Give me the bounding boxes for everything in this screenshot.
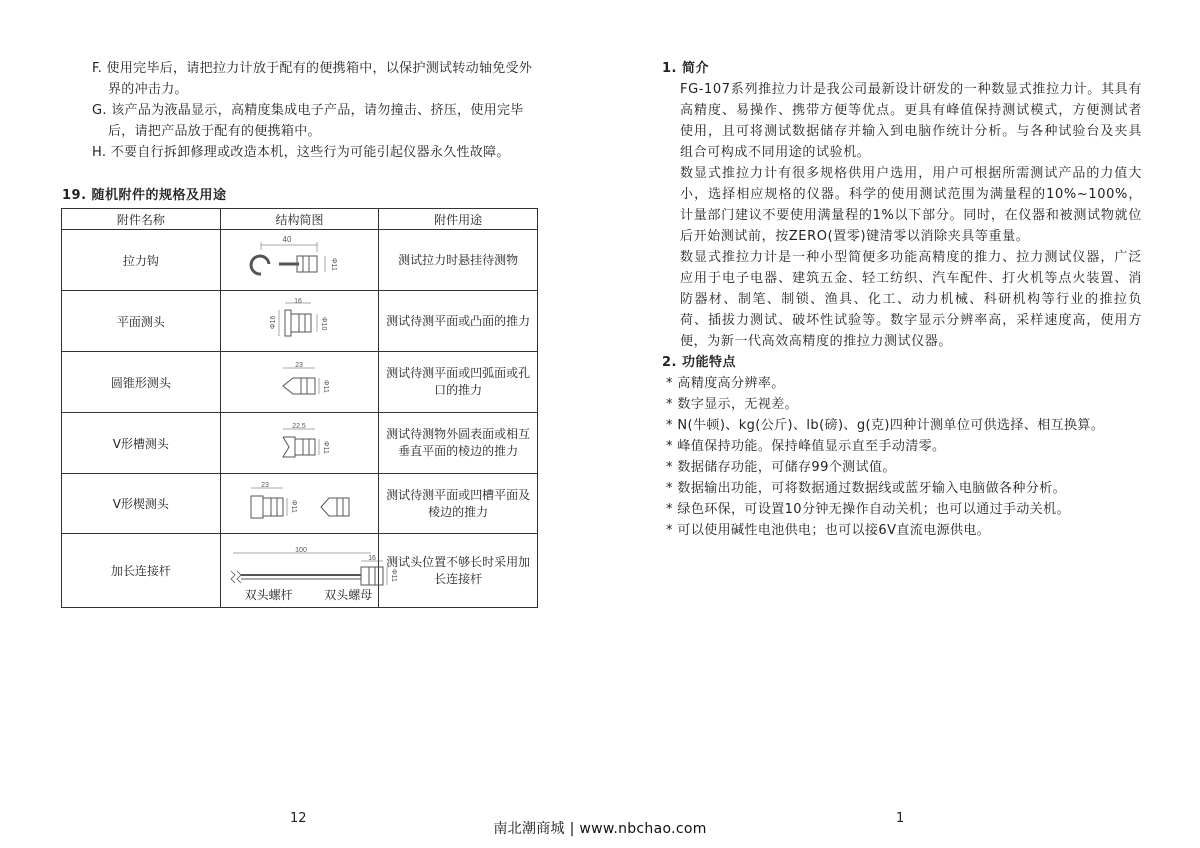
intro-paragraph: 数显式推拉力计是一种小型简便多功能高精度的推力、拉力测试仪器，广泛应用于电子电器、建筑五金、轻工纺织、汽车配件、打火机等点火装置、消防器材、制笔、制锁、渔具、化工、动力机械、科研机构等行业的推拉负荷、插拔力测试、破坏性试验等。数字显示分辨率高，采样速度高，使用方便，为新一代高效高精度的推拉力测试仪器。 xyxy=(680,250,1142,349)
dim-label: Φ11 xyxy=(389,568,397,582)
accessories-table xyxy=(61,208,538,608)
feature-item: * N(牛顿)、kg(公斤)、lb(磅)、g(克)四种计测单位可供选择、相互换算。 xyxy=(666,418,1105,433)
dim-label: Φ11 xyxy=(290,499,298,513)
dim-label: 23 xyxy=(295,362,304,369)
dim-label: Φ11 xyxy=(330,258,338,271)
dim-label: 16 xyxy=(367,554,376,562)
dim-label: 16 xyxy=(294,298,303,305)
note-item: G. 该产品为液晶显示，高精度集成电子产品，请勿撞击、挤压，使用完毕后，请把产品放于配有的便携箱中。 xyxy=(92,103,524,139)
dim-label: Φ11 xyxy=(322,380,330,393)
accessory-name: V形楔测头 xyxy=(62,474,221,534)
intro-title: 1. 简介 xyxy=(662,61,710,76)
feature-item: * 数据储存功能，可储存99个测试值。 xyxy=(666,460,896,475)
accessory-name: V形槽测头 xyxy=(62,413,221,474)
flat-head-drawing xyxy=(249,295,349,347)
table-row xyxy=(62,413,538,474)
table-row xyxy=(62,230,538,291)
feature-item: * 数据输出功能，可将数据通过数据线或蓝牙输入电脑做各种分析。 xyxy=(666,481,1067,496)
dim-label: Φ10 xyxy=(320,317,328,331)
accessory-use: 测试待测物外圆表面或相互垂直平面的棱边的推力 xyxy=(379,413,538,474)
right-content xyxy=(662,58,1142,541)
rod-label-right: 双头螺母 xyxy=(324,588,373,602)
v-groove-drawing xyxy=(249,417,349,469)
notes-list xyxy=(92,58,542,163)
feature-item: * 可以使用碱性电池供电；也可以接6V直流电源供电。 xyxy=(666,523,991,538)
feature-item: * 高精度高分辨率。 xyxy=(666,376,785,391)
accessory-use: 测试拉力时悬挂待测物 xyxy=(379,230,538,291)
rod-label-left: 双头螺杆 xyxy=(244,588,293,602)
hook-diagram xyxy=(220,230,379,291)
dim-label: Φ11 xyxy=(322,441,330,454)
intro-paragraph: 数显式推拉力计有很多规格供用户选用，用户可根据所需测试产品的力值大小，选择相应规格的仪器。科学的使用测试范围为满量程的10%~100%，计量部门建议不要使用满量程的1%以下部分。同时，在仪器和被测试物就位后开始测试前，按ZERO(置零)键清零以消除夹具等重量。 xyxy=(680,166,1142,244)
note-item: F. 使用完毕后，请把拉力计放于配有的便携箱中，以保护测试转动轴免受外界的冲击力。 xyxy=(92,61,533,97)
flat-head-diagram xyxy=(220,291,379,352)
v-groove-diagram xyxy=(220,413,379,474)
accessory-name: 平面测头 xyxy=(62,291,221,352)
page-number: 12 xyxy=(290,811,307,826)
v-wedge-drawing xyxy=(229,478,369,530)
table-header-diagram: 结构简图 xyxy=(220,209,379,230)
accessory-use: 测试待测平面或凹槽平面及棱边的推力 xyxy=(379,474,538,534)
dim-label: 22.5 xyxy=(292,423,307,430)
feature-item: * 绿色环保，可设置10分钟无操作自动关机；也可以通过手动关机。 xyxy=(666,502,1070,517)
intro-paragraph: FG-107系列推拉力计是我公司最新设计研发的一种数显式推拉力计。其具有高精度、易操作、携带方便等优点。更具有峰值保持测试模式，方便测试者使用，且可将测试数据储存并输入到电脑作统计分析。与各种试验台及夹具组合可构成不同用途的试验机。 xyxy=(680,82,1142,160)
accessory-name: 拉力钩 xyxy=(62,230,221,291)
cone-head-drawing xyxy=(249,356,349,408)
section-title: 19. 随机附件的规格及用途 xyxy=(62,188,227,203)
dim-label: 40 xyxy=(283,235,292,244)
table-row xyxy=(62,291,538,352)
accessory-name: 圆锥形测头 xyxy=(62,352,221,413)
accessory-use: 测试头位置不够长时采用加长连接杆 xyxy=(379,534,538,608)
accessory-use: 测试待测平面或凹弧面或孔口的推力 xyxy=(379,352,538,413)
table-header-name: 附件名称 xyxy=(62,209,221,230)
table-row xyxy=(62,352,538,413)
accessory-use: 测试待测平面或凸面的推力 xyxy=(379,291,538,352)
dim-label: 100 xyxy=(294,546,307,554)
feature-item: * 数字显示，无视差。 xyxy=(666,397,799,412)
page-number: 1 xyxy=(896,811,905,826)
right-page xyxy=(600,0,1200,848)
note-item: H. 不要自行拆卸修理或改造本机，这些行为可能引起仪器永久性故障。 xyxy=(92,145,510,160)
cone-head-diagram xyxy=(220,352,379,413)
features-title: 2. 功能特点 xyxy=(662,355,737,370)
extension-rod-diagram xyxy=(220,534,397,608)
accessory-name: 加长连接杆 xyxy=(62,534,221,608)
table-row xyxy=(62,474,538,534)
feature-item: * 峰值保持功能。保持峰值显示直至手动清零。 xyxy=(666,439,946,454)
table-header-use: 附件用途 xyxy=(379,209,538,230)
footer-watermark: 南北潮商城 | www.nbchao.com xyxy=(493,821,707,837)
v-wedge-diagram xyxy=(220,474,379,534)
hook-drawing xyxy=(239,234,359,286)
dim-label: Φ16 xyxy=(270,315,278,329)
table-row xyxy=(62,534,538,608)
dim-label: 23 xyxy=(261,481,270,489)
